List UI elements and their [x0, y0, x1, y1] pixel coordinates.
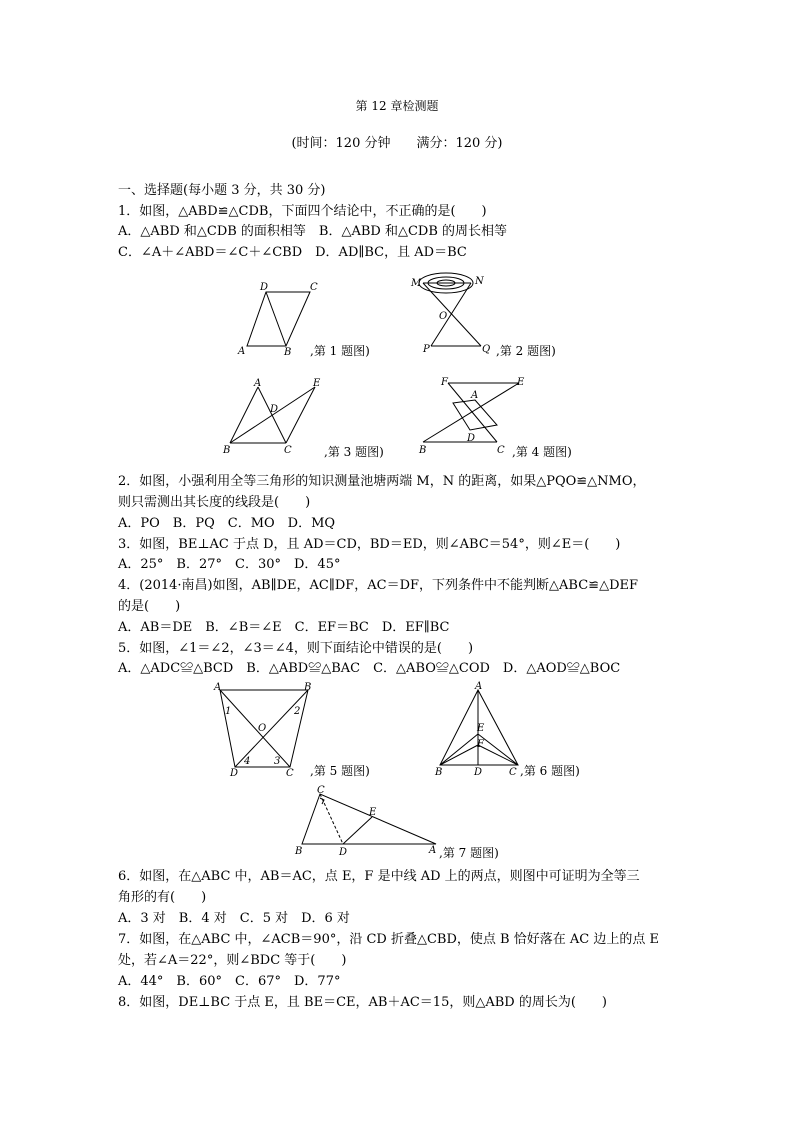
figure-6 — [430, 680, 620, 785]
figure-6-label-f: F — [477, 739, 484, 750]
figure-5-label-a: A — [214, 682, 222, 693]
figure-1-label-a: A — [238, 346, 246, 357]
figure-7-label-a: A — [429, 845, 437, 856]
question-2-options: A．PO B．PQ C．MO D．MQ — [118, 516, 336, 531]
figure-4-label-a: A — [471, 390, 479, 401]
question-6-options: A．3 对 B．4 对 C．5 对 D．6 对 — [118, 911, 350, 926]
question-1-options-ab: A．△ABD 和△CDB 的面积相等 B．△ABD 和△CDB 的周长相等 — [118, 224, 508, 239]
exam-meta: (时间：120 分钟 满分：120 分) — [291, 136, 503, 151]
question-8-stem: 8．如图，DE⊥BC 于点 E，且 BE＝CE，AB＋AC＝15，则△ABD 的周长为( ) — [118, 995, 607, 1010]
figure-5 — [208, 680, 398, 785]
figure-7 — [290, 784, 520, 864]
question-4-stem: 4．(2014·南昌)如图，AB∥DE，AC∥DF，AC＝DF，下列条件中不能判断△ABC≌△DEF — [118, 578, 639, 593]
figure-5-label-b: B — [304, 682, 312, 693]
figure-3-label-c: C — [284, 445, 292, 456]
figure-3-label-e: E — [313, 378, 321, 389]
figure-4-label-e: E — [517, 377, 525, 388]
figure-7-label-c: C — [317, 785, 325, 796]
figure-2 — [405, 268, 575, 363]
question-6-stem-cont: 角形的有( ) — [118, 890, 207, 905]
figure-6-label-d: D — [474, 767, 483, 778]
figure-4-label-c: C — [497, 445, 505, 456]
question-7-stem-cont: 处，若∠A＝22°，则∠BDC 等于( ) — [118, 953, 347, 968]
figure-2-label-o: O — [439, 311, 448, 322]
figure-3-label-a: A — [254, 378, 262, 389]
figure-3-caption: ,第 3 题图) — [324, 445, 384, 459]
figure-6-label-a: A — [475, 681, 483, 692]
question-4-options: A．AB＝DE B．∠B＝∠E C．EF＝BC D．EF∥BC — [118, 620, 450, 635]
figure-5-label-o: O — [258, 723, 267, 734]
question-5-stem: 5．如图，∠1＝∠2，∠3＝∠4，则下面结论中错误的是( ) — [118, 641, 474, 656]
figure-4-label-d: D — [467, 433, 476, 444]
question-3-stem: 3．如图，BE⊥AC 于点 D，且 AD＝CD，BD＝ED，则∠ABC＝54°，则∠E＝( ) — [118, 537, 621, 552]
figure-3-label-d: D — [270, 404, 279, 415]
figure-1-caption: ,第 1 题图) — [310, 344, 370, 358]
question-7-options: A．44° B．60° C．67° D．77° — [118, 974, 341, 989]
figure-6-label-c: C — [509, 767, 517, 778]
figure-3 — [220, 375, 390, 465]
figure-5-label-4: 4 — [244, 756, 251, 767]
figure-6-label-b: B — [435, 767, 443, 778]
figure-4-label-f: F — [441, 377, 448, 388]
figure-4-caption: ,第 4 题图) — [512, 445, 572, 459]
figure-1-label-b: B — [284, 347, 292, 358]
figure-5-label-2: 2 — [294, 706, 301, 717]
figure-2-label-m: M — [411, 278, 422, 289]
figure-7-label-d: D — [339, 847, 348, 858]
figure-6-caption: ,第 6 题图) — [520, 764, 580, 778]
figure-2-caption: ,第 2 题图) — [496, 344, 556, 358]
figure-2-label-q: Q — [482, 344, 491, 355]
figure-7-label-e: E — [369, 807, 377, 818]
question-3-options: A．25° B．27° C．30° D．45° — [118, 557, 341, 572]
question-2-stem-cont: 则只需测出其长度的线段是( ) — [118, 495, 311, 510]
figure-1-label-d: D — [260, 282, 269, 293]
figure-5-label-3: 3 — [274, 756, 281, 767]
question-4-stem-cont: 的是( ) — [118, 599, 181, 614]
figure-5-caption: ,第 5 题图) — [310, 764, 370, 778]
figure-3-label-b: B — [223, 445, 231, 456]
figure-1-label-c: C — [310, 282, 318, 293]
figure-2-label-n: N — [475, 276, 484, 287]
figure-2-label-p: P — [423, 344, 430, 355]
figure-5-label-1: 1 — [225, 706, 232, 717]
figure-7-caption: ,第 7 题图) — [439, 846, 499, 860]
question-2-stem: 2．如图，小强利用全等三角形的知识测量池塘两端 M，N 的距离，如果△PQO≌△NMO， — [118, 474, 646, 489]
figure-4-label-b: B — [419, 445, 427, 456]
question-7-stem: 7．如图，在△ABC 中，∠ACB＝90°，沿 CD 折叠△CBD，使点 B 恰好落在 AC 边上的点 E — [118, 932, 659, 947]
question-5-options: A．△ADC≌△BCD B．△ABD≌△BAC C．△ABO≌△COD D．△AOD≌△BOC — [118, 661, 621, 676]
question-6-stem: 6．如图，在△ABC 中，AB＝AC，点 E，F 是中线 AD 上的两点，则图中可证明为全等三 — [118, 869, 640, 884]
figure-5-label-c: C — [286, 768, 294, 779]
figure-6-label-e: E — [477, 723, 485, 734]
figure-7-label-b: B — [295, 846, 303, 857]
figure-5-label-d: D — [230, 768, 239, 779]
section-heading: 一、选择题(每小题 3 分，共 30 分) — [118, 183, 326, 198]
figure-4 — [415, 375, 605, 465]
question-1-options-cd: C．∠A＋∠ABD＝∠C＋∠CBD D．AD∥BC，且 AD＝BC — [118, 245, 467, 260]
question-1-stem: 1．如图，△ABD≌△CDB，下面四个结论中，不正确的是( ) — [118, 204, 487, 219]
page-title: 第 12 章检测题 — [355, 99, 439, 113]
figure-1 — [230, 280, 400, 365]
